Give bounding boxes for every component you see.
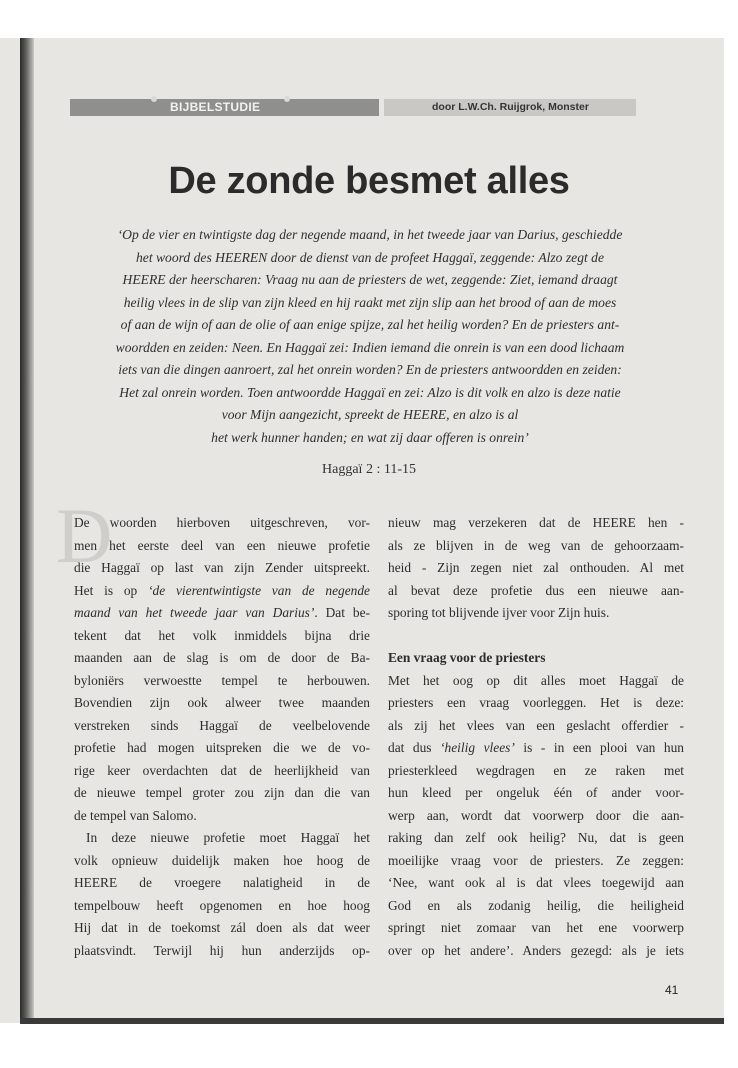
header-dot-icon bbox=[151, 96, 157, 102]
section-label: BIJBELSTUDIE bbox=[170, 100, 261, 114]
body-line: byloniërs verwoestte tempel te herbouwen. bbox=[74, 672, 370, 688]
body-line: heid - Zijn zegen niet zal onthouden. Al met bbox=[388, 560, 684, 575]
quote-line: of aan de wijn of aan de olie of aan enige spijze, zal het heilig worden? En de priesters ant- bbox=[120, 317, 620, 332]
scripture-reference: Haggaï 2 : 11-15 bbox=[322, 462, 416, 477]
subheading: Een vraag voor de priesters bbox=[388, 650, 546, 665]
quote-line: ‘Op de vier en twintigste dag der negende maand, in het tweede jaar van Darius, geschiedde bbox=[117, 227, 623, 242]
body-line: tempelbouw heeft opgenomen en hoe hoog bbox=[74, 897, 370, 913]
body-line bbox=[74, 602, 370, 625]
body-line: werp aan, wordt dat voorwerp door die aan- bbox=[388, 807, 684, 823]
paragraph-gap bbox=[388, 625, 684, 648]
quote-line: het woord des HEEREN door de dienst van de profeet Haggaï, zeggende: Alzo zegt de bbox=[135, 249, 605, 265]
body-line: priesterkleed wegdragen en ze raken met bbox=[388, 762, 684, 778]
author-byline: door L.W.Ch. Ruijgrok, Monster bbox=[432, 101, 589, 113]
quote-line: het werk hunner handen; en wat zij daar offeren is onrein’ bbox=[211, 429, 529, 445]
body-line: verstreken sinds Haggaï de veelbelovende bbox=[74, 717, 370, 733]
body-line: de nieuwe tempel groter zou zijn dan die van bbox=[74, 785, 370, 800]
body-line bbox=[388, 737, 684, 760]
body-text: dat dus bbox=[388, 740, 432, 755]
body-line: profetie had mogen uitspreken die we de vo- bbox=[74, 740, 370, 755]
italic-citation: ‘heilig vlees’ bbox=[440, 740, 515, 755]
body-line: Hij dat in de toekomst zál doen als dat weer bbox=[74, 920, 370, 935]
body-line: die Haggaï op last van zijn Zender uitspreekt. bbox=[74, 560, 370, 575]
scripture-quote bbox=[60, 224, 680, 449]
page-bottom-edge bbox=[20, 1018, 724, 1024]
body-line: ‘Nee, want ook al is dat vlees toegewijd aan bbox=[388, 875, 684, 890]
body-line: plaatsvindt. Terwijl hij hun anderzijds op- bbox=[74, 942, 370, 958]
header-dot-icon bbox=[284, 96, 290, 102]
quote-line: voor Mijn aangezicht, spreekt de HEERE, en alzo is al bbox=[221, 407, 519, 422]
body-line: tekent dat het volk inmiddels bijna drie bbox=[74, 627, 370, 643]
body-line: rige keer overdachten dat de heerlijkheid van bbox=[74, 762, 370, 778]
body-line: Met het oog op dit alles moet Haggaï de bbox=[388, 672, 684, 688]
body-line: als zij het vlees van een geslacht offerdier - bbox=[388, 717, 684, 733]
page-number: 41 bbox=[665, 983, 679, 997]
body-line: als ze blijven in de weg van de gehoorzaam- bbox=[388, 537, 684, 553]
body-line: de tempel van Salomo. bbox=[74, 807, 197, 823]
quote-line: iets van die dingen aanroert, zal het onrein worden? En de priesters antwoordden en zeiden: bbox=[118, 362, 622, 377]
body-line: hun kleed per ongeluk één of ander voor- bbox=[388, 785, 684, 800]
body-line: HEERE de vroegere nalatigheid in de bbox=[74, 875, 370, 890]
body-text: . Dat be- bbox=[314, 605, 370, 620]
body-line: nieuw mag verzekeren dat de HEERE hen - bbox=[388, 515, 684, 530]
body-line: God en als zodanig heilig, die heiligheid bbox=[388, 897, 684, 913]
body-line: maanden aan de slag is om de door de Ba- bbox=[74, 650, 370, 665]
quote-line: Het zal onrein worden. Toen antwoordde Haggaï en zei: Alzo is dit volk en alzo is deze natie bbox=[119, 384, 621, 400]
quote-line: HEERE der heerscharen: Vraag nu aan de priesters de wet, zeggende: Ziet, iemand draagt bbox=[122, 272, 618, 287]
body-line: men het eerste deel van een nieuwe profetie bbox=[74, 537, 370, 553]
body-text: is - in een plooi van hun bbox=[523, 740, 685, 755]
drop-cap: D bbox=[56, 492, 113, 579]
left-column bbox=[74, 512, 370, 962]
body-line: raking dan zelf ook heilig? Nu, dat is geen bbox=[388, 830, 684, 845]
right-column bbox=[388, 512, 684, 962]
body-line bbox=[74, 580, 370, 603]
quote-line: heilig vlees in de slip van zijn kleed en hij raakt met zijn slip aan het brood of aan de moes bbox=[123, 294, 617, 310]
body-line: In deze nieuwe profetie moet Haggaï het bbox=[86, 830, 370, 845]
body-line: Bovendien zijn ook alweer twee maanden bbox=[74, 695, 370, 710]
quote-line: woordden en zeiden: Neen. En Haggaï zei: Indien iemand die onrein is van een dood lichaam bbox=[115, 339, 625, 355]
body-line: De woorden hierboven uitgeschreven, vor- bbox=[74, 515, 370, 530]
italic-citation: ‘de vierentwintigste van de negende bbox=[148, 582, 370, 598]
body-line: priesters een vraag voorleggen. Het is deze: bbox=[388, 695, 684, 710]
body-line: springt niet zomaar van het ene voorwerp bbox=[388, 920, 684, 935]
article-title: De zonde besmet alles bbox=[168, 160, 570, 202]
body-line: moeilijke vraag voor de priesters. Ze zeggen: bbox=[388, 852, 684, 868]
body-line: sporing tot blijvende ijver voor Zijn huis. bbox=[388, 605, 610, 620]
body-line: over op het andere’. Anders gezegd: als je iets bbox=[388, 942, 684, 958]
body-line: al bevat deze profetie dus een nieuwe aan- bbox=[388, 582, 684, 598]
body-text: Het is op bbox=[74, 582, 138, 598]
body-line: volk opnieuw duidelijk maken hoe hoog de bbox=[74, 852, 370, 868]
italic-citation: maand van het tweede jaar van Darius’ bbox=[74, 605, 315, 620]
